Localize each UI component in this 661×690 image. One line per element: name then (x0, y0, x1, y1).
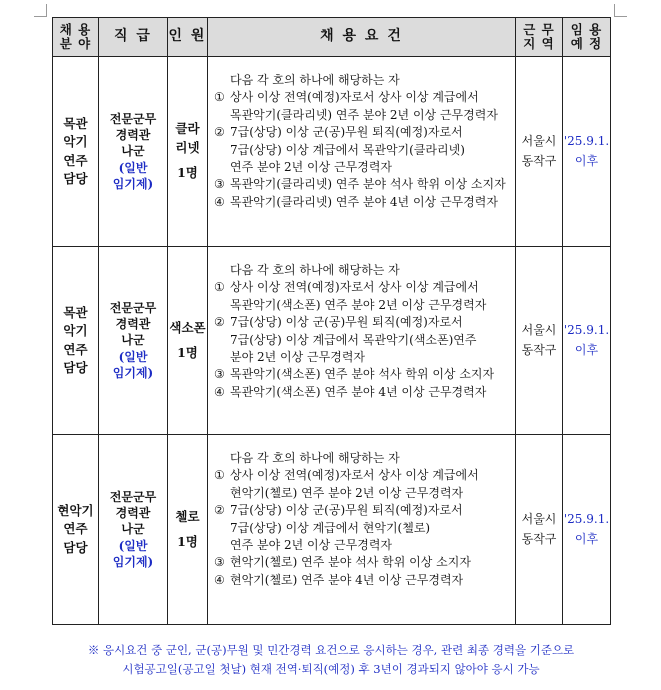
requirement-number: ① (214, 90, 225, 105)
requirement-line (214, 485, 511, 502)
header-rank: 직 급 (99, 18, 168, 57)
requirement-text: 목관악기(색소폰) 연주 분야 2년 이상 근무경력자 (230, 297, 487, 312)
requirement-line (214, 314, 511, 331)
date-text: '25.9.1. (563, 134, 610, 149)
requirement-text: 상사 이상 전역(예정)자로서 상사 이상 계급에서 (230, 468, 479, 483)
field-text: 연주 (63, 521, 88, 537)
requirement-line (214, 384, 511, 401)
requirement-text: 7급(상당) 이상 계급에서 목관악기(클라리넷) (230, 142, 465, 157)
requirement-number (214, 107, 230, 124)
requirement-number (214, 332, 230, 349)
cell-count (168, 247, 208, 435)
requirements-intro: 다음 각 호의 하나에 해당하는 자 (230, 263, 400, 277)
requirement-number: ④ (214, 194, 225, 209)
cell-requirements (208, 435, 516, 625)
date-text: '25.9.1. (563, 323, 610, 338)
field-text: 담당 (63, 359, 88, 375)
requirement-line (214, 332, 511, 349)
field-text: 목관 (63, 116, 88, 132)
requirement-number (214, 485, 230, 502)
header-field: 채 용 분 야 (53, 18, 99, 57)
requirement-number (214, 537, 230, 554)
location-text: 서울시 (521, 323, 557, 338)
requirement-line (214, 89, 511, 106)
field-text: 목관 (63, 305, 88, 321)
requirement-line (214, 297, 511, 314)
footnote-line: 시험공고일(공고일 첫날) 현재 전역·퇴직(예정) 후 3년이 경과되지 않아야 응시 가능 (122, 662, 540, 676)
instrument-text: 첼로 (175, 508, 200, 524)
date-text: 이후 (574, 342, 599, 357)
requirement-number: ① (214, 280, 225, 295)
requirement-text: 7급(상당) 이상 군(공)무원 퇴직(예정)자로서 (230, 125, 463, 140)
table-row (53, 57, 611, 247)
field-text: 담당 (63, 170, 88, 186)
requirement-text: 연주 분야 2년 이상 근무경력자 (230, 538, 392, 553)
requirement-number (214, 142, 230, 159)
location-text: 서울시 (521, 134, 557, 149)
requirement-line (214, 194, 511, 211)
requirement-line (214, 572, 511, 589)
requirement-text: 연주 분야 2년 이상 근무경력자 (230, 160, 392, 175)
requirement-line (214, 502, 511, 519)
cell-date (563, 247, 611, 435)
rank-subtype-text: (일반 (118, 538, 148, 553)
instrument-text: 클라 (175, 121, 200, 137)
header-requirements: 채 용 요 건 (208, 18, 516, 57)
cell-date (563, 435, 611, 625)
header-location: 근 무 지 역 (516, 18, 563, 57)
field-text: 연주 (63, 152, 88, 168)
requirement-number (214, 349, 230, 366)
rank-text: 경력관 (115, 317, 151, 332)
cell-date (563, 57, 611, 247)
requirement-number: ② (214, 315, 225, 330)
rank-subtype-text: (일반 (118, 349, 148, 364)
location-text: 동작구 (521, 531, 557, 546)
rank-text: 나군 (121, 333, 145, 348)
headcount-text: 1명 (177, 344, 198, 360)
requirement-number (214, 159, 230, 176)
rank-subtype-text: 임기제) (112, 176, 154, 191)
requirement-text: 상사 이상 전역(예정)자로서 상사 이상 계급에서 (230, 90, 479, 105)
cell-field (53, 435, 99, 625)
requirement-text: 상사 이상 전역(예정)자로서 상사 이상 계급에서 (230, 280, 479, 295)
requirement-text: 목관악기(클라리넷) 연주 분야 2년 이상 근무경력자 (230, 107, 498, 122)
requirement-line (214, 124, 511, 141)
requirement-number (214, 520, 230, 537)
rank-text: 나군 (121, 144, 145, 159)
date-text: 이후 (574, 153, 599, 168)
field-text: 담당 (63, 539, 88, 555)
table-header-row (53, 18, 611, 57)
requirement-line (214, 107, 511, 124)
requirement-line (214, 520, 511, 537)
requirement-number: ③ (214, 367, 225, 382)
requirement-text: 분야 2년 이상 근무경력자 (230, 350, 365, 365)
field-text: 악기 (63, 134, 88, 150)
requirement-text: 7급(상당) 이상 군(공)무원 퇴직(예정)자로서 (230, 315, 463, 330)
cell-location (516, 57, 563, 247)
location-text: 동작구 (521, 153, 557, 168)
footnote (48, 641, 614, 679)
rank-text: 경력관 (115, 506, 151, 521)
requirement-text: 목관악기(클라리넷) 연주 분야 4년 이상 근무경력자 (230, 194, 498, 209)
header-date: 임 용 예 정 (563, 18, 611, 57)
requirement-text: 목관악기(색소폰) 연주 분야 석사 학위 이상 소지자 (230, 367, 495, 382)
requirement-number: ② (214, 125, 225, 140)
cell-rank (99, 57, 168, 247)
rank-text: 전문군무 (109, 490, 157, 505)
requirement-text: 목관악기(클라리넷) 연주 분야 석사 학위 이상 소지자 (230, 177, 506, 192)
rank-text: 전문군무 (109, 112, 157, 127)
requirement-line (214, 159, 511, 176)
cell-count (168, 57, 208, 247)
date-text: 이후 (574, 531, 599, 546)
cell-field (53, 247, 99, 435)
requirement-line (214, 279, 511, 296)
header-count: 인 원 (168, 18, 208, 57)
requirement-text: 7급(상당) 이상 계급에서 현악기(첼로) (230, 520, 431, 535)
requirement-line (214, 467, 511, 484)
cell-location (516, 247, 563, 435)
requirement-text: 현악기(첼로) 연주 분야 석사 학위 이상 소지자 (230, 555, 471, 570)
field-text: 현악기 (57, 503, 94, 519)
cell-requirements (208, 57, 516, 247)
requirements-intro: 다음 각 호의 하나에 해당하는 자 (230, 73, 400, 87)
requirement-text: 현악기(첼로) 연주 분야 4년 이상 근무경력자 (230, 572, 464, 587)
requirement-line (214, 176, 511, 193)
rank-text: 나군 (121, 522, 145, 537)
date-text: '25.9.1. (563, 512, 610, 527)
requirement-text: 7급(상당) 이상 계급에서 목관악기(색소폰)연주 (230, 332, 477, 347)
cell-requirements (208, 247, 516, 435)
cell-field (53, 57, 99, 247)
requirement-text: 7급(상당) 이상 군(공)무원 퇴직(예정)자로서 (230, 503, 463, 518)
requirement-number (214, 297, 230, 314)
requirement-line (214, 366, 511, 383)
rank-text: 전문군무 (109, 301, 157, 316)
requirement-number: ③ (214, 555, 225, 570)
requirement-number: ④ (214, 384, 225, 399)
table-row (53, 435, 611, 625)
requirement-line (214, 537, 511, 554)
requirement-number: ④ (214, 572, 225, 587)
instrument-text: 리넷 (175, 140, 200, 156)
requirement-line (214, 142, 511, 159)
headcount-text: 1명 (177, 533, 198, 549)
table-row (53, 247, 611, 435)
footnote-line: ※ 응시요건 중 군인, 군(공)무원 및 민간경력 요건으로 응시하는 경우, 관련 최종 경력을 기준으로 (87, 643, 575, 657)
recruitment-table (52, 17, 611, 625)
cell-count (168, 435, 208, 625)
requirement-text: 목관악기(색소폰) 연주 분야 4년 이상 근무경력자 (230, 384, 487, 399)
rank-subtype-text: (일반 (118, 160, 148, 175)
location-text: 서울시 (521, 512, 557, 527)
requirements-intro: 다음 각 호의 하나에 해당하는 자 (230, 451, 400, 465)
rank-subtype-text: 임기제) (112, 554, 154, 569)
page-corner-mark-left (34, 4, 47, 17)
rank-subtype-text: 임기제) (112, 365, 154, 380)
requirement-line (214, 349, 511, 366)
requirement-number: ③ (214, 177, 225, 192)
location-text: 동작구 (521, 342, 557, 357)
requirement-text: 현악기(첼로) 연주 분야 2년 이상 근무경력자 (230, 485, 464, 500)
cell-rank (99, 435, 168, 625)
cell-rank (99, 247, 168, 435)
rank-text: 경력관 (115, 128, 151, 143)
field-text: 연주 (63, 341, 88, 357)
page-corner-mark-right (614, 4, 627, 17)
cell-location (516, 435, 563, 625)
instrument-text: 색소폰 (169, 319, 206, 335)
headcount-text: 1명 (177, 164, 198, 180)
requirement-number: ① (214, 468, 225, 483)
requirement-line (214, 554, 511, 571)
field-text: 악기 (63, 323, 88, 339)
requirement-number: ② (214, 503, 225, 518)
